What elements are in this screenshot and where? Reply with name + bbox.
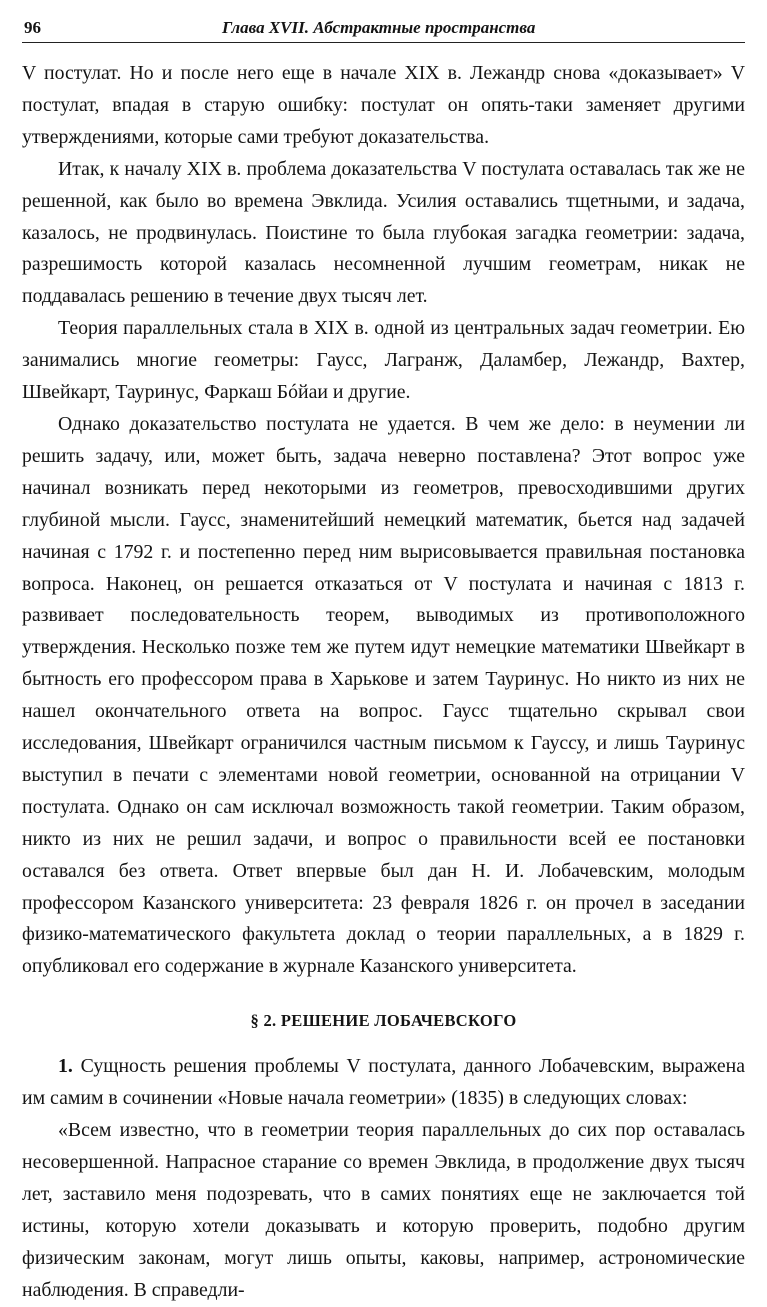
numbered-paragraph [22, 1051, 745, 1115]
page-number: 96 [24, 18, 41, 37]
section-heading: § 2. РЕШЕНИЕ ЛОБАЧЕВСКОГО [250, 1011, 517, 1031]
page-header [22, 14, 745, 43]
paragraph: Итак, к началу XIX в. проблема доказательства V постулата оставалась так же не решенной, как было во времена Эвклида. Усилия оставались тщетными, и задача, казалось, не продвинулась. Поистине то была глубокая загадка геометрии: задача, разрешимость которой казалась несомненной лучшим геометрам, никак не поддавалась решению в течение двух тысяч лет. [22, 157, 745, 308]
item-number: 1. [58, 1055, 73, 1078]
paragraph: Теория параллельных стала в XIX в. одной из центральных задач геометрии. Ею занимались многие геометры: Гаусс, Лагранж, Даламбер, Лежандр, Вахтер, Швейкарт, Тауринус, Фаркаш Бóйаи и другие. [22, 317, 745, 404]
paragraph-continuation: V постулат. Но и после него еще в начале XIX в. Лежандр снова «доказывает» V постулат, впадая в старую ошибку: постулат он опять-таки заменяет другими утверждениями, которые сами требуют доказательства. [22, 62, 745, 148]
item-text: Сущность решения проблемы V постулата, данного Лобачевским, выражена им самим в сочинении «Новые начала геометрии» (1835) в следующих словах: [22, 1055, 745, 1110]
paragraph: Однако доказательство постулата не удается. В чем же дело: в неумении ли решить задачу, или, может быть, задача неверно поставлена? Этот вопрос уже начинал возникать перед некоторыми из геометров, превосходившими других глубиной мысли. Гаусс, знаменитейший немецкий математик, бьется над задачей начиная с 1792 г. и постепенно перед ним вырисовывается правильная постановка вопроса. Наконец, он решается отказаться от V постулата и начиная с 1813 г. развивает последовательность теорем, выводимых из противоположного утверждения. Несколько позже тем же путем идут немецкие математики Швейкарт в бытность его профессором права в Харькове и затем Тауринус. Но никто из них не нашел окончательного ответа на вопрос. Гаусс тщательно скрывал свои исследования, Швейкарт ограничился частным письмом к Гауссу, и лишь Тауринус выступил в печати с элементами новой геометрии, основанной на отрицании V постулата. Однако он сам исключал возможность такой геометрии. Таким образом, никто из них не решил задачи, и вопрос о правильности всей ее постановки оставался без ответа. Ответ впервые был дан Н. И. Лобачевским, молодым профессором Казанского университета: 23 февраля 1826 г. он прочел в заседании физико-математического факультета доклад о теории параллельных, а в 1829 г. опубликовал его содержание в журнале Казанского университета. [22, 412, 745, 978]
quote-paragraph: «Всем известно, что в геометрии теория параллельных до сих пор оставалась несовершенной. Напрасное старание со времен Эвклида, в продолжение двух тысяч лет, заставило меня подозревать, что в самих понятиях еще не заключается той истины, которую хотели доказывать и которую проверить, подобно другим физическим законам, могут лишь опыты, каковы, например, астрономические наблюдения. В справедли- [22, 1119, 745, 1301]
running-head: Глава XVII. Абстрактные пространства [222, 18, 536, 37]
page-body [22, 58, 745, 1307]
